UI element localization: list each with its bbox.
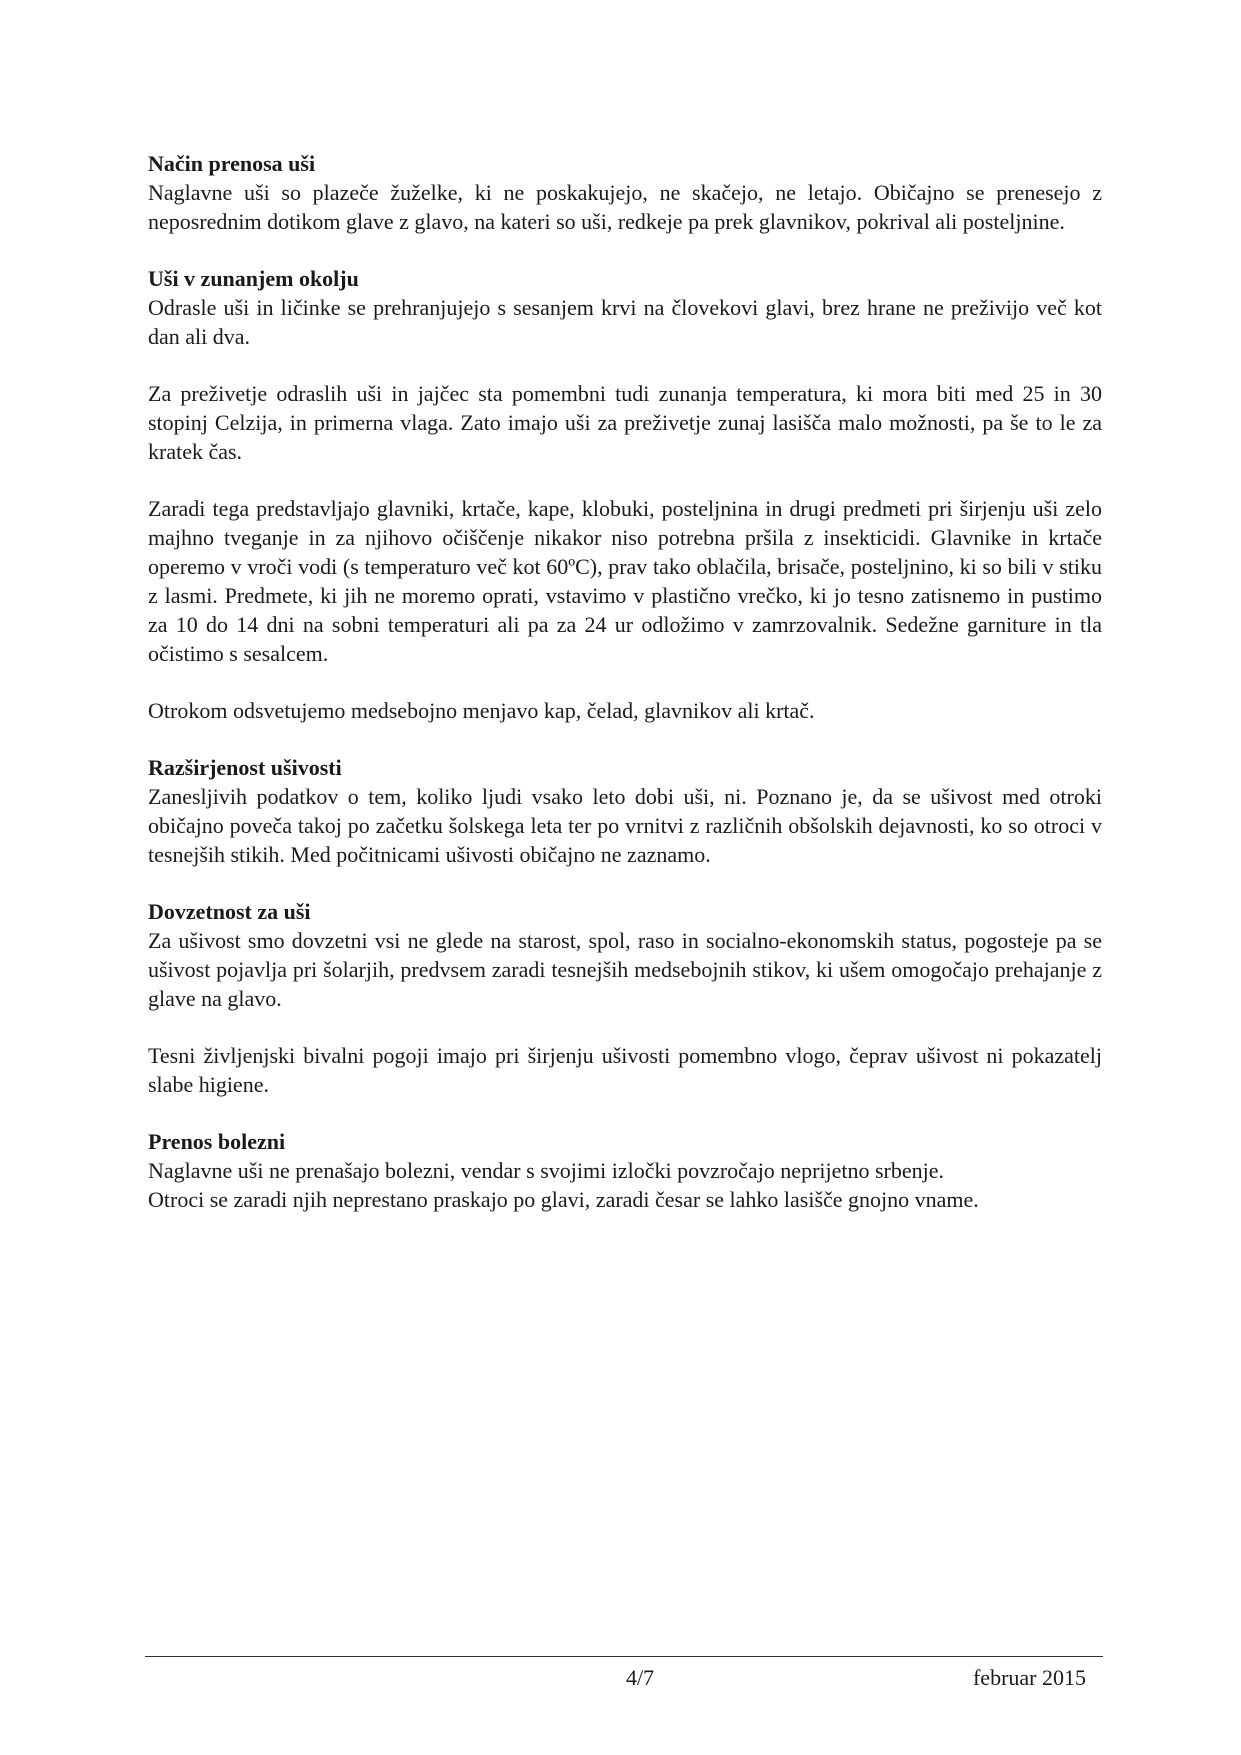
section-razsirjenost bbox=[148, 753, 1102, 869]
section-heading: Način prenosa uši bbox=[148, 151, 316, 176]
section-heading: Razširjenost ušivosti bbox=[148, 755, 342, 780]
paragraph: Otrokom odsvetujemo medsebojno menjavo kap, čelad, glavnikov ali krtač. bbox=[148, 698, 815, 723]
section-heading: Prenos bolezni bbox=[148, 1129, 286, 1154]
paragraph: Odrasle uši in ličinke se prehranjujejo s sesanjem krvi na človekovi glavi, brez hrane ne preživijo več kot dan ali dva. bbox=[148, 295, 1102, 349]
section-heading: Dovzetnost za uši bbox=[148, 899, 311, 924]
paragraph: Naglavne uši so plazeče žuželke, ki ne poskakujejo, ne skačejo, ne letajo. Običajno se prenesejo z neposrednim dotikom glave z glavo, na kateri so uši, redkeje pa prek glavnikov, pokrival ali posteljnine. bbox=[148, 180, 1102, 234]
document-page bbox=[148, 149, 1102, 1242]
paragraph: Za ušivost smo dovzetni vsi ne glede na starost, spol, raso in socialno-ekonomskih status, pogosteje pa se ušivost pojavlja pri šolarjih, predvsem zaradi tesnejših medsebojnih stikov, ki ušem omogočajo prehajanje z glave na glavo. bbox=[148, 928, 1102, 1011]
footer-divider bbox=[145, 1656, 1103, 1657]
footer-date: februar 2015 bbox=[972, 1665, 1086, 1690]
paragraph: Zaradi tega predstavljajo glavniki, krtače, kape, klobuki, posteljnina in drugi predmeti pri širjenju uši zelo majhno tveganje in za njihovo očiščenje nikakor niso potrebna pršila z insekticidi. Glavnike in krtače operemo v vroči vodi (s temperaturo več kot 60ºC), prav tako oblačila, brisače, posteljnino, ki so bili v stiku z lasmi. Predmete, ki jih ne moremo oprati, vstavimo v plastično vrečko, ki jo tesno zatisnemo in pustimo za 10 do 14 dni na sobni temperaturi ali pa za 24 ur odložimo v zamrzovalnik. Sedežne garniture in tla očistimo s sesalcem. bbox=[148, 496, 1102, 666]
paragraph: Tesni življenjski bivalni pogoji imajo pri širjenju ušivosti pomembno vlogo, čeprav ušivost ni pokazatelj slabe higiene. bbox=[148, 1043, 1102, 1097]
paragraph: Zanesljivih podatkov o tem, koliko ljudi vsako leto dobi uši, ni. Poznano je, da se ušivost med otroki običajno poveča takoj po začetku šolskega leta ter po vrnitvi z različnih obšolskih dejavnosti, ko so otroci v tesnejših stikih. Med počitnicami ušivosti običajno ne zaznamo. bbox=[148, 784, 1102, 867]
section-usi-v-okolju bbox=[148, 264, 1102, 725]
section-heading: Uši v zunanjem okolju bbox=[148, 266, 359, 291]
paragraph: Naglavne uši ne prenašajo bolezni, vendar s svojimi izločki povzročajo neprijetno srbenje. Otroci se zaradi njih neprestano praskajo po glavi, zaradi česar se lahko lasišče gnojno vname. bbox=[148, 1158, 979, 1212]
section-dovzetnost bbox=[148, 897, 1102, 1099]
section-prenos-bolezni bbox=[148, 1127, 1102, 1214]
paragraph: Za preživetje odraslih uši in jajčec sta pomembni tudi zunanja temperatura, ki mora biti med 25 in 30 stopinj Celzija, in primerna vlaga. Zato imajo uši za preživetje zunaj lasišča malo možnosti, pa še to le za kratek čas. bbox=[148, 381, 1102, 464]
page-number: 4/7 bbox=[625, 1665, 655, 1690]
section-nacin-prenosa bbox=[148, 149, 1102, 236]
